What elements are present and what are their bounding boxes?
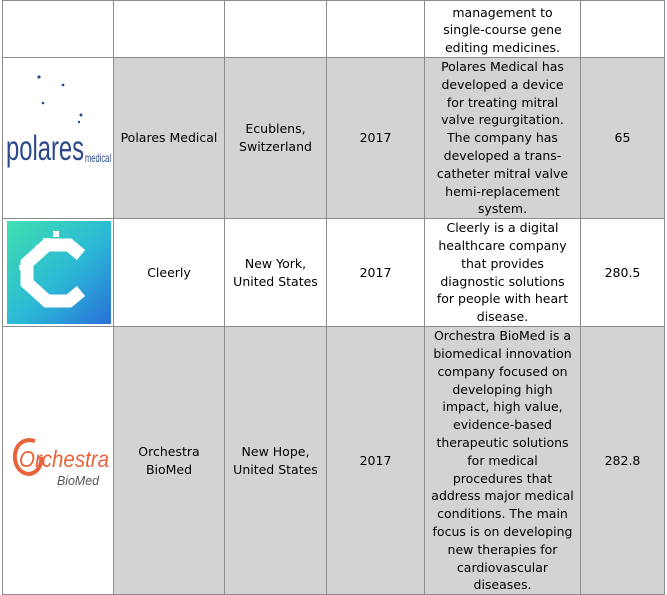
year-cell xyxy=(327,1,425,58)
logo-cell xyxy=(3,327,114,595)
orchestra-logo-subtext: BioMed xyxy=(57,472,100,488)
funding-cell: 65 xyxy=(581,58,665,219)
description-cell xyxy=(425,1,581,58)
description-cell xyxy=(425,219,581,327)
cleerly-logo-icon xyxy=(3,219,113,326)
location-cell: Ecublens, Switzerland xyxy=(225,58,327,219)
description-cell xyxy=(425,327,581,595)
description-text: Polares Medical has developed a device for treating mitral valve regurgitation. The company has developed a trans-catheter mitral valve hemi-replacement system. xyxy=(436,59,569,217)
description-text: Cleerly is a digital healthcare company that provides diagnostic solutions for people with heart disease. xyxy=(436,220,569,325)
location-cell: New York, United States xyxy=(225,219,327,327)
companies-table xyxy=(2,0,665,595)
table-row xyxy=(3,219,665,327)
location-cell xyxy=(225,1,327,58)
orchestra-logo-text: Orchestra xyxy=(19,445,109,472)
polares-logo-subtext: medical xyxy=(85,151,111,166)
table-row xyxy=(3,58,665,219)
description-text: management to single-course gene editing medicines. xyxy=(443,4,562,56)
polares-medical-logo-icon xyxy=(5,63,111,213)
funding-cell: 282.8 xyxy=(581,327,665,595)
company-cell: Orchestra BioMed xyxy=(114,327,225,595)
logo-cell xyxy=(3,219,114,327)
company-cell: Polares Medical xyxy=(114,58,225,219)
logo-cell xyxy=(3,1,114,58)
year-cell: 2017 xyxy=(327,219,425,327)
year-cell: 2017 xyxy=(327,58,425,219)
funding-cell: 280.5 xyxy=(581,219,665,327)
polares-logo-text: polares xyxy=(6,129,84,169)
orchestra-biomed-logo-icon xyxy=(5,411,111,511)
funding-cell xyxy=(581,1,665,58)
company-cell: Cleerly xyxy=(114,219,225,327)
description-text: Orchestra BioMed is a biomedical innovation company focused on developing high impact, high value, evidence-based therapeutic solutions for medical procedures that address major medical conditions. The main focus is on developing new therapies for cardiovascular diseases. xyxy=(431,328,574,593)
year-cell: 2017 xyxy=(327,327,425,595)
location-cell: New Hope, United States xyxy=(225,327,327,595)
logo-cell xyxy=(3,58,114,219)
company-cell xyxy=(114,1,225,58)
table-row xyxy=(3,327,665,595)
table-row xyxy=(3,1,665,58)
description-cell xyxy=(425,58,581,219)
